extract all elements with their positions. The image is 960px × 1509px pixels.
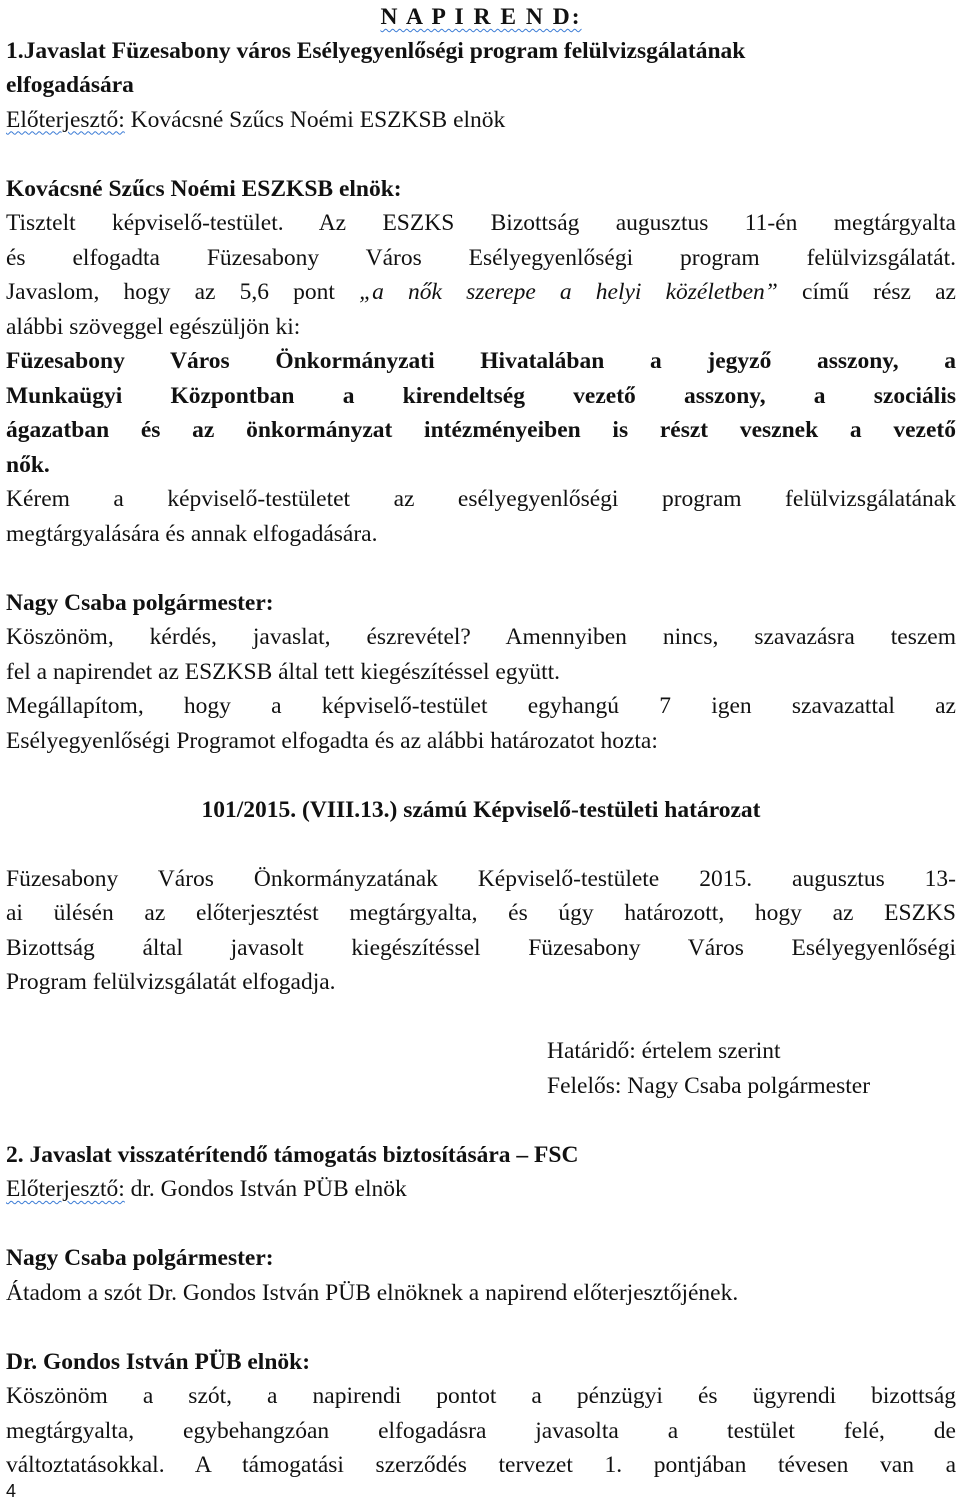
spacer bbox=[6, 827, 956, 862]
quoted-section-title: „a nők szerepe a helyi közéletben” bbox=[359, 279, 778, 305]
paragraph-line: Köszönöm, kérdés, javaslat, észrevétel? Amennyiben nincs, szavazásra teszem bbox=[6, 624, 956, 650]
bold-paragraph-line: Munkaügyi Központban a kirendeltség vezető asszony, a szociális bbox=[6, 382, 956, 409]
document-page bbox=[6, 0, 956, 1483]
page-number: 4 bbox=[6, 1481, 17, 1501]
paragraph-line: fel a napirendet az ESZKSB által tett kiegészítéssel együtt. bbox=[6, 658, 561, 685]
resolution-line: Bizottság által javasolt kiegészítéssel Füzesabony Város Esélyegyenlőségi bbox=[6, 934, 956, 961]
resolution-line: ai ülésén az előterjesztést megtárgyalta, és úgy határozott, hogy az ESZKS bbox=[6, 900, 956, 926]
paragraph-line: és elfogadta Füzesabony Város Esélyegyenlőségi program felülvizsgálatát. bbox=[6, 244, 956, 271]
spacer bbox=[6, 137, 956, 172]
responsible: Felelős: Nagy Csaba polgármester bbox=[547, 1072, 871, 1099]
spacer bbox=[6, 758, 956, 793]
item1-title-line2: elfogadására bbox=[6, 72, 134, 98]
bold-paragraph-line: nők. bbox=[6, 451, 50, 478]
paragraph-line: megtárgyalta, egybehangzóan elfogadásra javasolta a testület felé, de bbox=[6, 1417, 956, 1444]
paragraph-line: Kérem a képviselő-testületet az esélyegyenlőségi program felülvizsgálatának bbox=[6, 486, 956, 512]
speaker-heading: Nagy Csaba polgármester: bbox=[6, 1245, 274, 1271]
bold-paragraph-line: Füzesabony Város Önkormányzati Hivatalában a jegyző asszony, a bbox=[6, 348, 956, 374]
paragraph-line: Tisztelt képviselő-testület. Az ESZKS Bizottság augusztus 11-én megtárgyalta bbox=[6, 210, 956, 236]
paragraph-line: Megállapítom, hogy a képviselő-testület egyhangú 7 igen szavazattal az bbox=[6, 693, 956, 719]
paragraph-line: Köszönöm a szót, a napirendi pontot a pénzügyi és ügyrendi bizottság bbox=[6, 1383, 956, 1409]
presenter-label: Előterjesztő: bbox=[6, 1176, 125, 1202]
item2-presenter bbox=[6, 1172, 956, 1207]
text-segment: Javaslom, hogy az 5,6 pont bbox=[6, 279, 360, 305]
paragraph-line: alábbi szöveggel egészüljön ki: bbox=[6, 313, 301, 340]
spacer bbox=[6, 1000, 956, 1035]
item1-title-line1: 1.Javaslat Füzesabony város Esélyegyenlőségi program felülvizsgálatának bbox=[6, 37, 746, 64]
presenter-label: Előterjesztő: bbox=[6, 106, 125, 133]
speaker-heading: Kovácsné Szűcs Noémi ESZKSB elnök: bbox=[6, 175, 402, 202]
agenda-heading bbox=[6, 0, 956, 34]
paragraph-line: megtárgyalására és annak elfogadására. bbox=[6, 520, 378, 547]
paragraph-line: változtatásokkal. A támogatási szerződés tervezet 1. pontjában tévesen van a bbox=[6, 1452, 956, 1478]
speaker-heading: Dr. Gondos István PÜB elnök: bbox=[6, 1348, 311, 1375]
text-segment: című rész az bbox=[777, 279, 956, 305]
spacer bbox=[6, 1207, 956, 1242]
item1-presenter bbox=[6, 103, 956, 138]
resolution-line: Füzesabony Város Önkormányzatának Képviselő-testülete 2015. augusztus 13- bbox=[6, 865, 956, 892]
presenter-name: dr. Gondos István PÜB elnök bbox=[124, 1176, 407, 1202]
paragraph-line: Átadom a szót Dr. Gondos István PÜB elnöknek a napirend előterjesztőjének. bbox=[6, 1279, 739, 1306]
spacer bbox=[6, 551, 956, 586]
bold-paragraph-line: ágazatban és az önkormányzat intézményeiben is részt vesznek a vezető bbox=[6, 417, 956, 443]
resolution-title: 101/2015. (VIII.13.) számú Képviselő-testületi határozat bbox=[201, 796, 761, 823]
speaker-heading: Nagy Csaba polgármester: bbox=[6, 589, 274, 616]
item2-title: 2. Javaslat visszatérítendő támogatás biztosítására – FSC bbox=[6, 1141, 579, 1168]
spacer bbox=[6, 1103, 956, 1138]
presenter-name: Kovácsné Szűcs Noémi ESZKSB elnök bbox=[124, 106, 506, 133]
paragraph-line: Esélyegyenlőségi Programot elfogadta és az alábbi határozatot hozta: bbox=[6, 727, 658, 754]
resolution-line: Program felülvizsgálatát elfogadja. bbox=[6, 969, 336, 995]
paragraph-line bbox=[6, 275, 956, 310]
spacer bbox=[6, 1310, 956, 1345]
agenda-heading-text: N A P I R E N D: bbox=[380, 4, 582, 30]
deadline: Határidő: értelem szerint bbox=[547, 1038, 781, 1064]
